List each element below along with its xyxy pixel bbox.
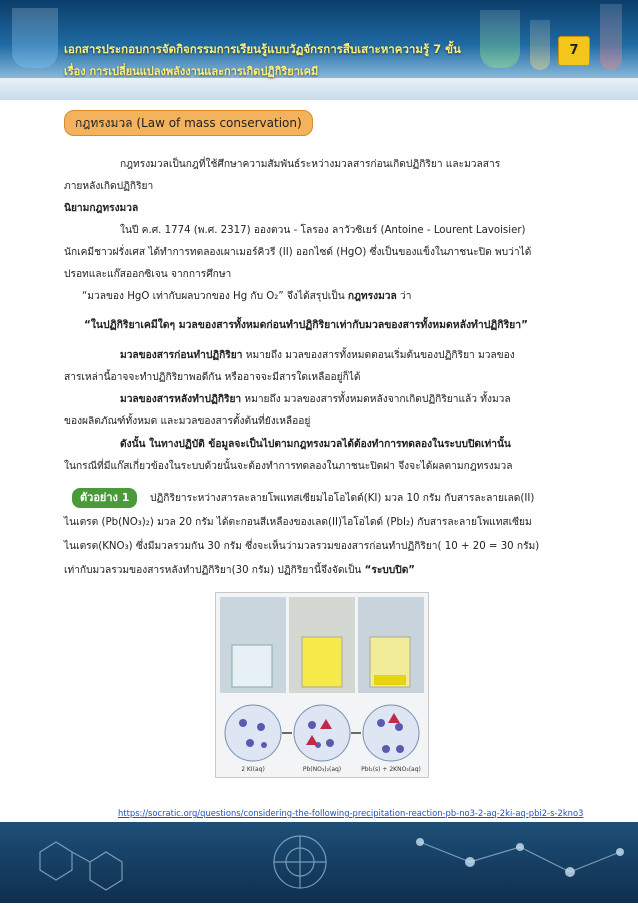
product-mass-term: มวลของสารหลังทำปฏิกิริยา bbox=[120, 394, 242, 405]
tube-decoration-icon bbox=[600, 4, 622, 70]
example-line-2: ไนเตรต (Pb(NO₃)₂) มวล 20 กรัม ได้ตะกอนสีเหลืองของเลด(II)ไอโอไดด์ (PbI₂) กับสารละลายโพแทสเซียม bbox=[64, 517, 532, 528]
example-line-4 bbox=[64, 563, 415, 578]
molecule-circle-2 bbox=[294, 705, 350, 761]
intro-line-2: ภายหลังเกิดปฏิกิริยา bbox=[64, 181, 154, 192]
reactant-mass-term: มวลของสารก่อนทำปฏิกิริยา bbox=[120, 350, 243, 361]
header-subtitle: เรื่อง การเปลี่ยนแปลงพลังงานและการเกิดปฏิกิริยาเคมี bbox=[64, 65, 319, 78]
page-number: 7 bbox=[558, 36, 590, 66]
product-mass-def-1: หมายถึง มวลของสารทั้งหมดหลังจากเกิดปฏิกิริยาแล้ว ทั้งมวล bbox=[244, 394, 511, 405]
flask-decoration-icon bbox=[480, 10, 520, 68]
definition-line-4-end: ว่า bbox=[400, 291, 412, 302]
practice-line-1: ดังนั้น ในทางปฏิบัติ ข้อมูลจะเป็นไปตามกฎทรงมวลได้ต้องทำการทดลองในระบบปิดเท่านั้น bbox=[120, 439, 511, 450]
molecule-circle-1 bbox=[225, 705, 281, 761]
definition-line-1: ในปี ค.ศ. 1774 (พ.ศ. 2317) อองตวน - โลรอง ลาวัวซิเยร์ (Antoine - Lourent Lavoisier) bbox=[120, 225, 526, 236]
example-line-1: ปฏิกิริยาระหว่างสารละลายโพแทสเซียมไอโอไดด์(KI) มวล 10 กรัม กับสารละลายเลด(II) bbox=[150, 493, 535, 504]
definition-line-4-text: “มวลของ HgO เท่ากับผลบวกของ Hg กับ O₂” จึงได้สรุปเป็น bbox=[82, 291, 345, 302]
reactant-mass-line-1 bbox=[120, 348, 515, 363]
bottle-decoration-icon bbox=[530, 20, 550, 70]
reaction-illustration bbox=[216, 593, 428, 777]
reactant-mass-line-2: สารเหล่านี้อาจจะทำปฏิกิริยาพอดีกัน หรืออาจจะมีสารใดเหลืออยู่ก็ได้ bbox=[64, 372, 361, 383]
beaker-2-icon bbox=[302, 637, 342, 687]
example-tag: ตัวอย่าง 1 bbox=[72, 488, 137, 508]
caption-mid: Pb(NO₃)₂(aq) bbox=[302, 766, 342, 773]
product-mass-line-1 bbox=[120, 392, 511, 407]
practice-line-2: ในกรณีที่มีแก๊สเกี่ยวข้องในระบบด้วยนั้นจะต้องทำการทดลองในภาชนะปิดฝา จึงจะได้ผลตามกฎทรงมวล bbox=[64, 461, 513, 472]
header-title: เอกสารประกอบการจัดกิจกรรมการเรียนรู้แบบวัฏจักรการสืบเสาะหาความรู้ 7 ขั้น bbox=[64, 42, 461, 56]
page-footer bbox=[0, 822, 638, 903]
page-header bbox=[0, 0, 638, 100]
definition-line-4 bbox=[82, 289, 411, 304]
reactant-mass-def-1: หมายถึง มวลของสารทั้งหมดตอนเริ่มต้นของปฏิกิริยา มวลของ bbox=[245, 350, 515, 361]
intro-line-1: กฎทรงมวลเป็นกฎที่ใช้ศึกษาความสัมพันธ์ระหว่างมวลสารก่อนเกิดปฏิกิริยา และมวลสาร bbox=[120, 159, 501, 170]
definition-line-4-bold: กฎทรงมวล bbox=[347, 291, 397, 302]
example-line-4-bold: “ระบบปิด” bbox=[364, 565, 416, 576]
reaction-figure bbox=[215, 592, 429, 778]
law-statement: “ในปฏิกิริยาเคมีใดๆ มวลของสารทั้งหมดก่อนทำปฏิกิริยาเท่ากับมวลของสารทั้งหมดหลังทำปฏิกิริยา” bbox=[84, 319, 528, 331]
definition-line-3: ปรอทและแก๊สออกซิเจน จากการศึกษา bbox=[64, 269, 232, 280]
footer-molecule-decoration-icon bbox=[0, 822, 638, 903]
example-line-4-text: เท่ากับมวลรวมของสารหลังทำปฏิกิริยา(30 กรัม) ปฏิกิริยานี้จึงจัดเป็น bbox=[64, 565, 362, 576]
caption-right: PbI₂(s) + 2KNO₃(aq) bbox=[361, 766, 421, 773]
section-title: กฎทรงมวล (Law of mass conservation) bbox=[64, 110, 313, 136]
caption-left: 2 KI(aq) bbox=[241, 766, 265, 773]
precipitate-layer bbox=[374, 675, 406, 685]
product-mass-line-2: ของผลิตภัณฑ์ทั้งหมด และมวลของสารตั้งต้นที่ยังเหลืออยู่ bbox=[64, 416, 311, 427]
beaker-decoration-icon bbox=[12, 8, 58, 68]
header-strip bbox=[0, 78, 638, 100]
definition-heading: นิยามกฎทรงมวล bbox=[64, 203, 139, 214]
example-line-3: ไนเตรต(KNO₃) ซึ่งมีมวลรวมกัน 30 กรัม ซึ่งจะเห็นว่ามวลรวมของสารก่อนทำปฏิกิริยา( 10 + 20 = 30 กรัม) bbox=[64, 541, 540, 552]
source-link[interactable]: https://socratic.org/questions/considering-the-following-precipitation-reaction-pb-no3-2-aq-2ki-aq-pbi2-s-2kno3 bbox=[118, 808, 584, 818]
definition-line-2: นักเคมีชาวฝรั่งเศส ได้ทำการทดลองเผาเมอร์คิวรี (II) ออกไซด์ (HgO) ซึ่งเป็นของแข็งในภาชนะปิด พบว่าได้ bbox=[64, 247, 532, 258]
beaker-1-icon bbox=[232, 645, 272, 687]
molecule-circle-3 bbox=[363, 705, 419, 761]
